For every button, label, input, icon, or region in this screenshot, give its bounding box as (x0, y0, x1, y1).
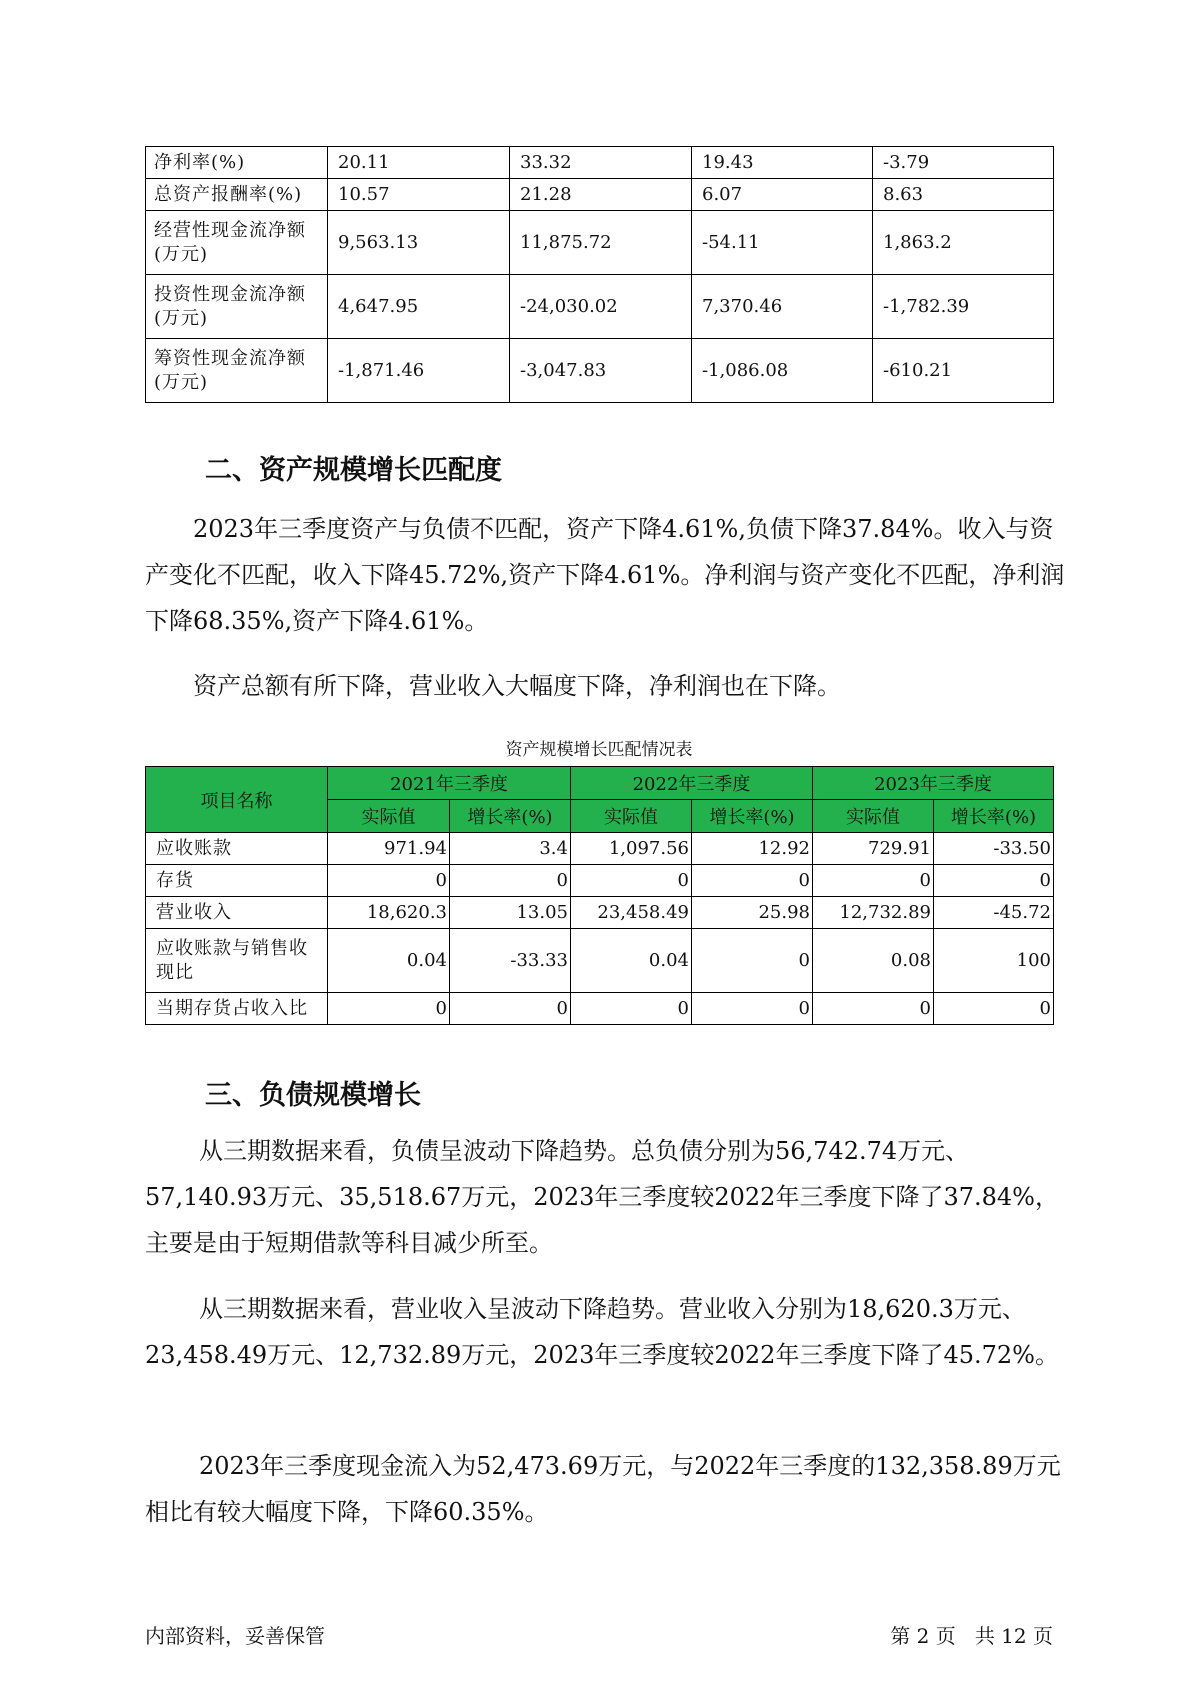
table-cell: 0 (571, 993, 692, 1025)
table-cell: 1,863.2 (873, 211, 1054, 275)
table-cell: 1,097.56 (571, 833, 692, 865)
table-cell: 21.28 (510, 179, 692, 211)
table-cell: -1,086.08 (692, 339, 873, 403)
section-heading-liability-scale: 三、负债规模增长 (205, 1080, 421, 1111)
paragraph-asset-mismatch: 2023年三季度资产与负债不匹配，资产下降4.61%,负债下降37.84%。收入与资产变化不匹配，收入下降45.72%,资产下降4.61%。净利润与资产变化不匹配，净利润下降68.35%,资产下降4.61%。 (145, 515, 1065, 635)
table-cell: 12.92 (692, 833, 813, 865)
header-actual-value: 实际值 (571, 800, 692, 833)
table-row (146, 897, 1054, 929)
paragraph-asset-summary: 资产总额有所下降，营业收入大幅度下降，净利润也在下降。 (193, 672, 841, 700)
financial-ratios-table (145, 146, 1054, 403)
table-cell: -3,047.83 (510, 339, 692, 403)
table-cell: 0 (328, 993, 450, 1025)
section-heading-asset-scale: 二、资产规模增长匹配度 (205, 455, 502, 486)
table-cell: 6.07 (692, 179, 873, 211)
table-cell: -54.11 (692, 211, 873, 275)
table-cell: 9,563.13 (328, 211, 510, 275)
table-cell: 100 (934, 929, 1054, 993)
table-row (146, 179, 1054, 211)
footer-confidential: 内部资料，妥善保管 (145, 1624, 325, 1648)
table-cell: -24,030.02 (510, 275, 692, 339)
table-row (146, 993, 1054, 1025)
table-cell: -610.21 (873, 339, 1054, 403)
table-row (146, 865, 1054, 897)
table-row (146, 929, 1054, 993)
table-row (146, 339, 1054, 403)
table-cell: 0 (692, 865, 813, 897)
table-cell: 0 (934, 993, 1054, 1025)
table-cell: 0 (692, 993, 813, 1025)
table-cell: -33.33 (450, 929, 571, 993)
table-cell: 13.05 (450, 897, 571, 929)
table-cell: 0 (813, 993, 934, 1025)
header-item-name: 项目名称 (146, 767, 328, 833)
row-label: 应收账款 (146, 833, 328, 865)
row-label: 投资性现金流净额(万元) (146, 275, 328, 339)
row-label: 经营性现金流净额(万元) (146, 211, 328, 275)
table-row (146, 147, 1054, 179)
table-row (146, 833, 1054, 865)
table-cell: 7,370.46 (692, 275, 873, 339)
paragraph-liability-trend: 从三期数据来看，负债呈波动下降趋势。总负债分别为56,742.74万元、57,140.93万元、35,518.67万元，2023年三季度较2022年三季度下降了37.84%，主要是由于短期借款等科目减少所至。 (145, 1137, 1059, 1257)
row-label: 存货 (146, 865, 328, 897)
row-label: 筹资性现金流净额(万元) (146, 339, 328, 403)
paragraph-cash-inflow: 2023年三季度现金流入为52,473.69万元，与2022年三季度的132,358.89万元相比有较大幅度下降，下降60.35%。 (145, 1452, 1061, 1526)
table-cell: 8.63 (873, 179, 1054, 211)
header-period-2022: 2022年三季度 (571, 767, 813, 800)
table-cell: 0 (813, 865, 934, 897)
row-label: 总资产报酬率(%) (146, 179, 328, 211)
footer-page-number: 第 2 页 共 12 页 (890, 1624, 1053, 1648)
table-cell: 12,732.89 (813, 897, 934, 929)
table-cell: 0 (450, 993, 571, 1025)
header-actual-value: 实际值 (813, 800, 934, 833)
table-cell: 0 (571, 865, 692, 897)
table-cell: 33.32 (510, 147, 692, 179)
table-row (146, 275, 1054, 339)
row-label: 应收账款与销售收现比 (146, 929, 328, 993)
table-row (146, 211, 1054, 275)
row-label: 当期存货占收入比 (146, 993, 328, 1025)
table-cell: 0 (692, 929, 813, 993)
header-period-2021: 2021年三季度 (328, 767, 571, 800)
row-label: 营业收入 (146, 897, 328, 929)
table-cell: -45.72 (934, 897, 1054, 929)
row-label: 净利率(%) (146, 147, 328, 179)
table-cell: 729.91 (813, 833, 934, 865)
table-cell: 10.57 (328, 179, 510, 211)
table-cell: 0.04 (328, 929, 450, 993)
table-cell: -1,871.46 (328, 339, 510, 403)
table-cell: 0.04 (571, 929, 692, 993)
table-cell: 0.08 (813, 929, 934, 993)
table-cell: -33.50 (934, 833, 1054, 865)
header-growth-rate: 增长率(%) (450, 800, 571, 833)
table-cell: 4,647.95 (328, 275, 510, 339)
table-cell: 0 (328, 865, 450, 897)
header-period-2023: 2023年三季度 (813, 767, 1054, 800)
header-actual-value: 实际值 (328, 800, 450, 833)
table-cell: 971.94 (328, 833, 450, 865)
table-cell: 11,875.72 (510, 211, 692, 275)
table-cell: 19.43 (692, 147, 873, 179)
paragraph-revenue-trend: 从三期数据来看，营业收入呈波动下降趋势。营业收入分别为18,620.3万元、23,458.49万元、12,732.89万元，2023年三季度较2022年三季度下降了45.72%。 (145, 1295, 1059, 1369)
table-cell: 0 (450, 865, 571, 897)
table-caption: 资产规模增长匹配情况表 (505, 740, 693, 760)
header-growth-rate: 增长率(%) (692, 800, 813, 833)
table-cell: 25.98 (692, 897, 813, 929)
table-cell: 20.11 (328, 147, 510, 179)
table-cell: -3.79 (873, 147, 1054, 179)
table-cell: 23,458.49 (571, 897, 692, 929)
table-cell: 0 (934, 865, 1054, 897)
table-cell: 3.4 (450, 833, 571, 865)
asset-scale-match-table (145, 766, 1054, 1025)
table-cell: -1,782.39 (873, 275, 1054, 339)
table-cell: 18,620.3 (328, 897, 450, 929)
header-growth-rate: 增长率(%) (934, 800, 1054, 833)
